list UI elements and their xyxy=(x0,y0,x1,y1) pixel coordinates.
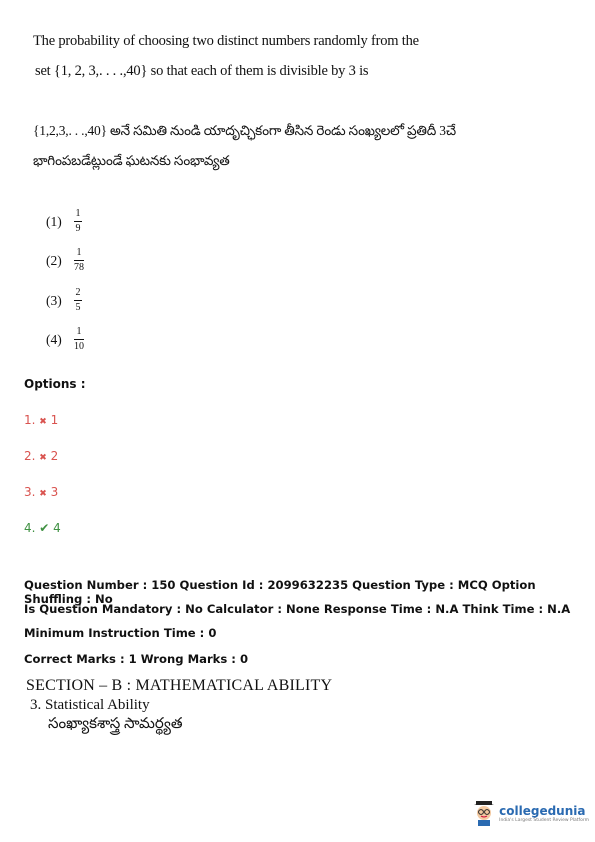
answer-choice-4 xyxy=(46,326,84,353)
question-meta-line-4: Correct Marks : 1 Wrong Marks : 0 xyxy=(24,652,249,666)
option-value: 2 xyxy=(50,449,59,463)
cross-icon: ✖ xyxy=(39,489,47,499)
answer-choice-2 xyxy=(46,247,84,274)
question-meta-line-1: Question Number : 150 Question Id : 2099632235 Question Type : MCQ Option Shuffling : No xyxy=(24,578,536,606)
fraction-numerator: 1 xyxy=(76,247,82,258)
answer-choice-1 xyxy=(46,208,82,235)
fraction-bar xyxy=(74,260,84,261)
answer-choice-label: (2) xyxy=(46,252,62,268)
answer-choice-label: (3) xyxy=(46,292,62,308)
option-3 xyxy=(24,485,58,499)
section-subheading-english: 3. Statistical Ability xyxy=(30,697,150,713)
fraction-numerator: 2 xyxy=(75,287,81,298)
option-1 xyxy=(24,413,58,427)
answer-choice-fraction xyxy=(74,247,84,274)
mascot-icon xyxy=(472,800,496,826)
answer-choice-fraction xyxy=(74,208,82,235)
option-4 xyxy=(24,521,61,535)
question-line-2: set {1, 2, 3,. . . .,40} so that each of them is divisible by 3 is xyxy=(35,63,369,79)
fraction-bar xyxy=(74,339,84,340)
fraction-numerator: 1 xyxy=(75,208,81,219)
question-line-1: The probability of choosing two distinct numbers randomly from the xyxy=(33,33,419,49)
cross-icon: ✖ xyxy=(39,453,47,463)
question-text-telugu xyxy=(33,116,456,176)
question-telugu-line-2: భాగింపబడేట్లుండే ఘటనకు సంభావ్యత xyxy=(33,153,230,168)
option-index: 2. xyxy=(24,449,36,463)
question-meta-line-3: Minimum Instruction Time : 0 xyxy=(24,626,217,640)
fraction-denominator: 78 xyxy=(74,262,84,273)
logo-tagline: India's Largest Student Review Platform xyxy=(499,817,589,823)
collegedunia-logo xyxy=(472,800,589,826)
answer-choice-fraction xyxy=(74,287,82,314)
option-index: 3. xyxy=(24,485,36,499)
option-index: 4. xyxy=(24,521,36,535)
question-meta-line-2: Is Question Mandatory : No Calculator : None Response Time : N.A Think Time : N.A xyxy=(24,602,571,616)
option-value: 3 xyxy=(50,485,59,499)
option-2 xyxy=(24,449,58,463)
answer-choice-label: (1) xyxy=(46,213,62,229)
question-text-english xyxy=(33,26,419,86)
options-heading: Options : xyxy=(24,377,86,391)
option-value: 4 xyxy=(53,521,61,535)
fraction-bar xyxy=(74,300,82,301)
section-subheading-telugu: సంఖ్యాకశాస్త్ర సామర్థ్యత xyxy=(48,716,183,732)
fraction-denominator: 5 xyxy=(75,302,81,313)
question-telugu-line-1: {1,2,3,. . .,40} అనే సమితి నుండి యాదృచ్ఛికంగా తీసిన రెండు సంఖ్యలలో ప్రతిదీ 3చే xyxy=(33,123,456,138)
answer-choice-3 xyxy=(46,287,82,314)
answer-choice-fraction xyxy=(74,326,84,353)
option-value: 1 xyxy=(50,413,59,427)
logo-wordmark: collegedunia xyxy=(499,803,586,818)
answer-choice-label: (4) xyxy=(46,331,62,347)
option-index: 1. xyxy=(24,413,36,427)
cross-icon: ✖ xyxy=(39,417,47,427)
fraction-bar xyxy=(74,221,82,222)
fraction-denominator: 9 xyxy=(75,223,81,234)
check-icon: ✔ xyxy=(39,521,50,535)
section-heading: SECTION – B : MATHEMATICAL ABILITY xyxy=(26,677,333,694)
fraction-numerator: 1 xyxy=(76,326,82,337)
fraction-denominator: 10 xyxy=(74,341,84,352)
